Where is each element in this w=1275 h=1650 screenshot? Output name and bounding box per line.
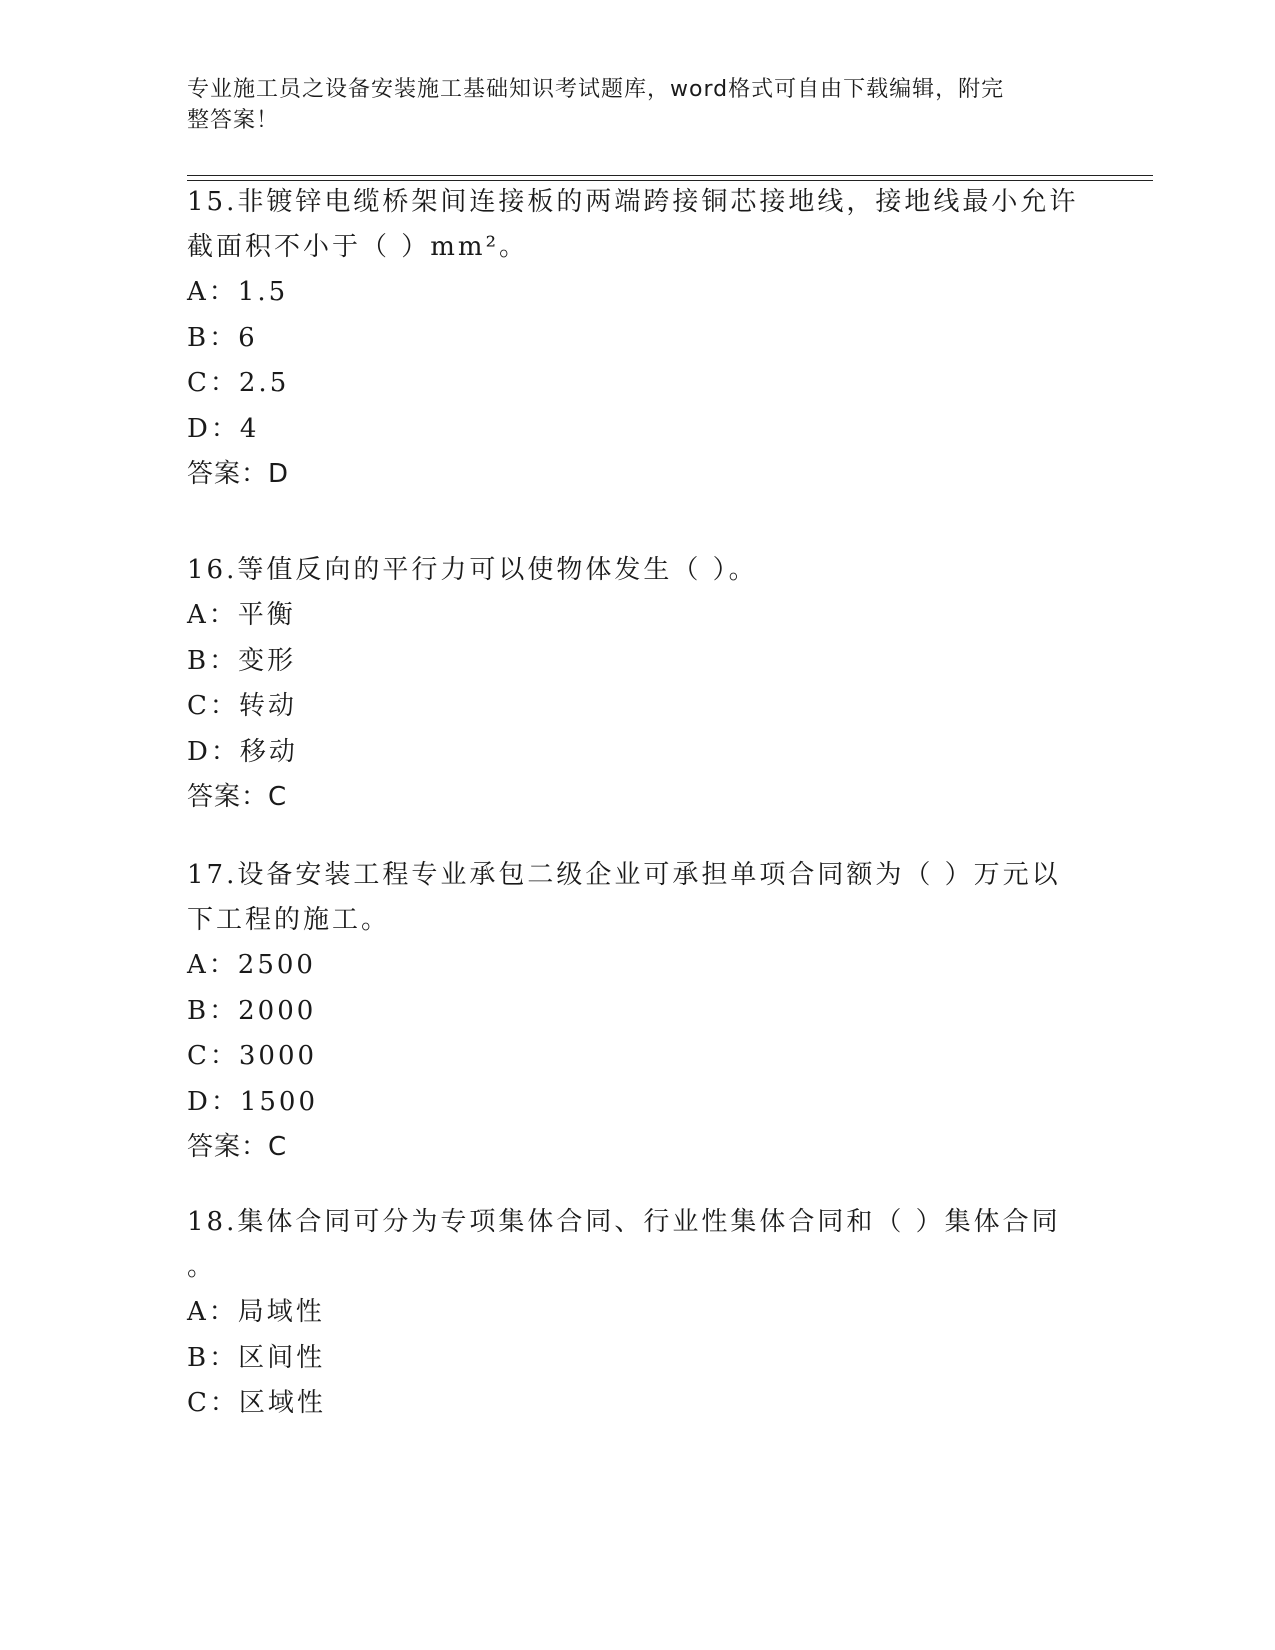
question-16: [187, 548, 1087, 820]
question-18: [187, 1200, 1087, 1427]
question-text: 。: [187, 1252, 217, 1282]
option-a: A：1.5: [187, 277, 289, 307]
question-text: 18.集体合同可分为专项集体合同、行业性集体合同和（ ）集体合同: [187, 1207, 1061, 1237]
answer: 答案：C: [187, 1132, 288, 1162]
option-b: B：6: [187, 322, 258, 353]
header-line: 整答案！: [187, 108, 280, 133]
option-a: A：局域性: [187, 1297, 325, 1327]
question-text: 17.设备安装工程专业承包二级企业可承担单项合同额为（ ）万元以: [187, 860, 1061, 890]
answer: 答案：D: [187, 459, 290, 489]
question-17: [187, 853, 1087, 1170]
header-line: 专业施工员之设备安装施工基础知识考试题库，word格式可自由下载编辑，附完: [187, 77, 1005, 102]
option-c: C：3000: [187, 1041, 318, 1071]
answer: 答案：C: [187, 782, 288, 812]
question-15: [187, 180, 1087, 497]
question-text: 下工程的施工。: [187, 905, 391, 935]
question-text: 16.等值反向的平行力可以使物体发生（ ）。: [187, 555, 758, 585]
option-c: C：转动: [187, 691, 297, 721]
option-d: D：4: [187, 413, 260, 444]
question-text: 15.非镀锌电缆桥架间连接板的两端跨接铜芯接地线，接地线最小允许: [187, 187, 1079, 217]
option-b: B：变形: [187, 645, 297, 676]
option-b: B：区间性: [187, 1342, 326, 1373]
option-c: C：区域性: [187, 1388, 326, 1418]
question-text: 截面积不小于（ ）mm²。: [187, 232, 528, 262]
header-divider: [187, 175, 1153, 176]
option-a: A：2500: [187, 950, 316, 980]
option-b: B：2000: [187, 995, 317, 1026]
option-d: D：1500: [187, 1086, 319, 1117]
option-c: C：2.5: [187, 368, 290, 398]
document-header: [187, 74, 1067, 136]
option-a: A：平衡: [187, 600, 296, 630]
option-d: D：移动: [187, 736, 298, 767]
